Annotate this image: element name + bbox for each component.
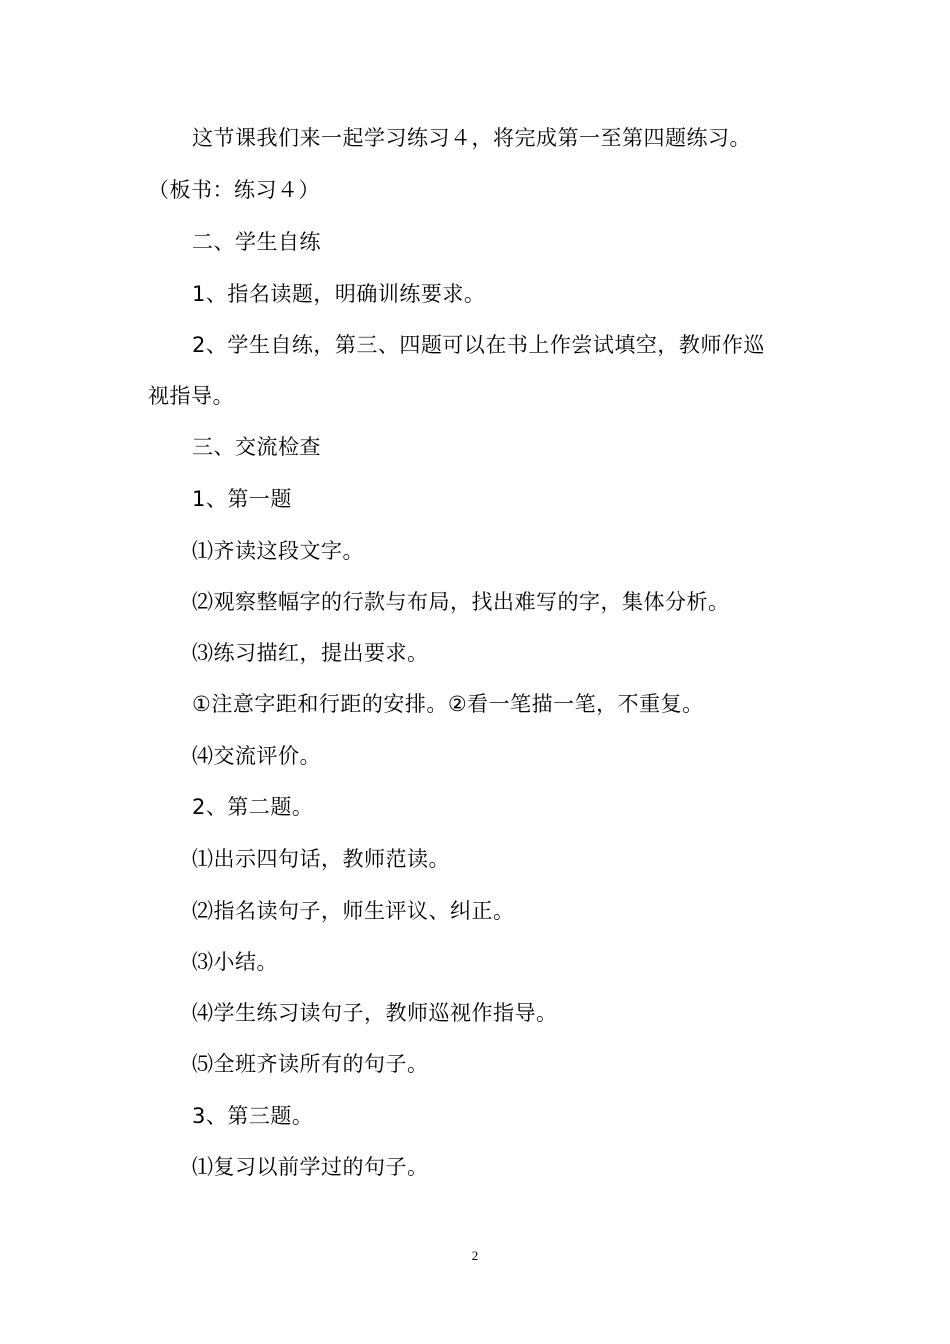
list-item: ①注意字距和行距的安排。②看一笔描一笔，不重复。 [192,692,704,716]
list-item: ⑴出示四句话，教师范读。 [192,847,450,871]
list-item-continuation: 视指导。 [148,384,234,408]
list-item: ⑷学生练习读句子，教师巡视作指导。 [192,1001,558,1025]
paragraph-intro: 这节课我们来一起学习练习４，将完成第一至第四题练习。 [192,126,751,150]
list-item: ⑵指名读句子，师生评议、纠正。 [192,899,515,923]
page-number: 2 [471,1248,479,1263]
paragraph-board-note: （板书：练习４） [148,178,320,202]
list-item: ⑴齐读这段文字。 [192,539,364,563]
list-item: ⑴复习以前学过的句子。 [192,1155,429,1179]
list-item: 2、学生自练，第三、四题可以在书上作尝试填空，教师作巡 [192,333,765,357]
list-item: ⑷交流评价。 [192,744,321,768]
list-item: ⑶小结。 [192,950,278,974]
section-heading-self-practice: 二、学生自练 [192,230,321,254]
subsection-heading: 2、第二题。 [192,795,314,819]
subsection-heading: 1、第一题 [192,487,292,511]
list-item: ⑸全班齐读所有的句子。 [192,1052,429,1076]
subsection-heading: 3、第三题。 [192,1104,314,1128]
section-heading-check: 三、交流检查 [192,435,321,459]
list-item: ⑵观察整幅字的行款与布局，找出难写的字，集体分析。 [192,590,730,614]
list-item: ⑶练习描红，提出要求。 [192,641,429,665]
list-item: 1、指名读题，明确训练要求。 [192,282,486,306]
